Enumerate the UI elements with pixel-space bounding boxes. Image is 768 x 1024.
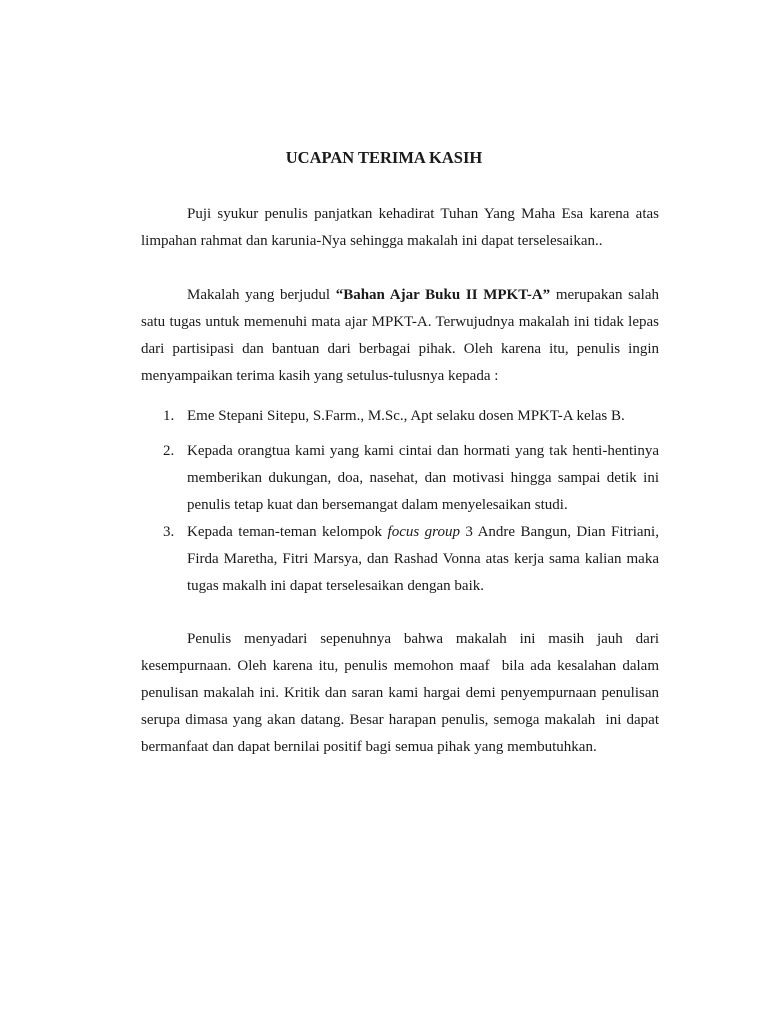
list-number: 1. — [163, 408, 175, 424]
text-span: merupakan salah — [550, 287, 659, 303]
text-line: penulis tetap kuat dan bersemangat dalam menyelesaikan studi. — [187, 497, 568, 513]
text-line — [187, 285, 659, 305]
text-line: kesempurnaan. Oleh karena itu, penulis memohon maaf bila ada kesalahan dalam — [141, 658, 659, 674]
text-span: Makalah yang berjudul — [187, 287, 336, 303]
text-line: serupa dimasa yang akan datang. Besar harapan penulis, semoga makalah ini dapat — [141, 712, 659, 728]
text-line: penulisan makalah ini. Kritik dan saran kami hargai demi penyempurnaan penulisan — [141, 685, 659, 701]
page-title: UCAPAN TERIMA KASIH — [285, 148, 483, 167]
text-line: menyampaikan terima kasih yang setulus-tulusnya kepada : — [141, 368, 499, 384]
text-line: Puji syukur penulis panjatkan kehadirat Tuhan Yang Maha Esa karena atas — [187, 206, 659, 222]
text-line: Penulis menyadari sepenuhnya bahwa makalah ini masih jauh dari — [187, 631, 659, 647]
text-span: Kepada teman-teman kelompok — [187, 524, 388, 540]
text-line: dari partisipasi dan bantuan dari berbagai pihak. Oleh karena itu, penulis ingin — [141, 341, 659, 357]
text-line: Eme Stepani Sitepu, S.Farm., M.Sc., Apt selaku dosen MPKT-A kelas B. — [187, 408, 625, 424]
text-line: Firda Maretha, Fitri Marsya, dan Rashad Vonna atas kerja sama kalian maka — [187, 551, 659, 567]
text-line: Kepada orangtua kami yang kami cintai dan hormati yang tak henti-hentinya — [187, 443, 659, 459]
list-number: 3. — [163, 524, 175, 540]
paper-title: “Bahan Ajar Buku II MPKT-A” — [335, 287, 551, 303]
text-line — [187, 522, 659, 542]
text-line: memberikan dukungan, doa, nasehat, dan motivasi hingga sampai detik ini — [187, 470, 659, 486]
text-span: 3 Andre Bangun, Dian Fitriani, — [459, 524, 659, 540]
italic-term: focus group — [387, 524, 460, 540]
text-line: limpahan rahmat dan karunia-Nya sehingga makalah ini dapat terselesaikan.. — [141, 233, 603, 249]
text-line: tugas makalh ini dapat terselesaikan dengan baik. — [187, 578, 484, 594]
list-number: 2. — [163, 443, 175, 459]
text-line: satu tugas untuk memenuhi mata ajar MPKT-A. Terwujudnya makalah ini tidak lepas — [141, 314, 659, 330]
text-line: bermanfaat dan dapat bernilai positif bagi semua pihak yang membutuhkan. — [141, 739, 597, 755]
